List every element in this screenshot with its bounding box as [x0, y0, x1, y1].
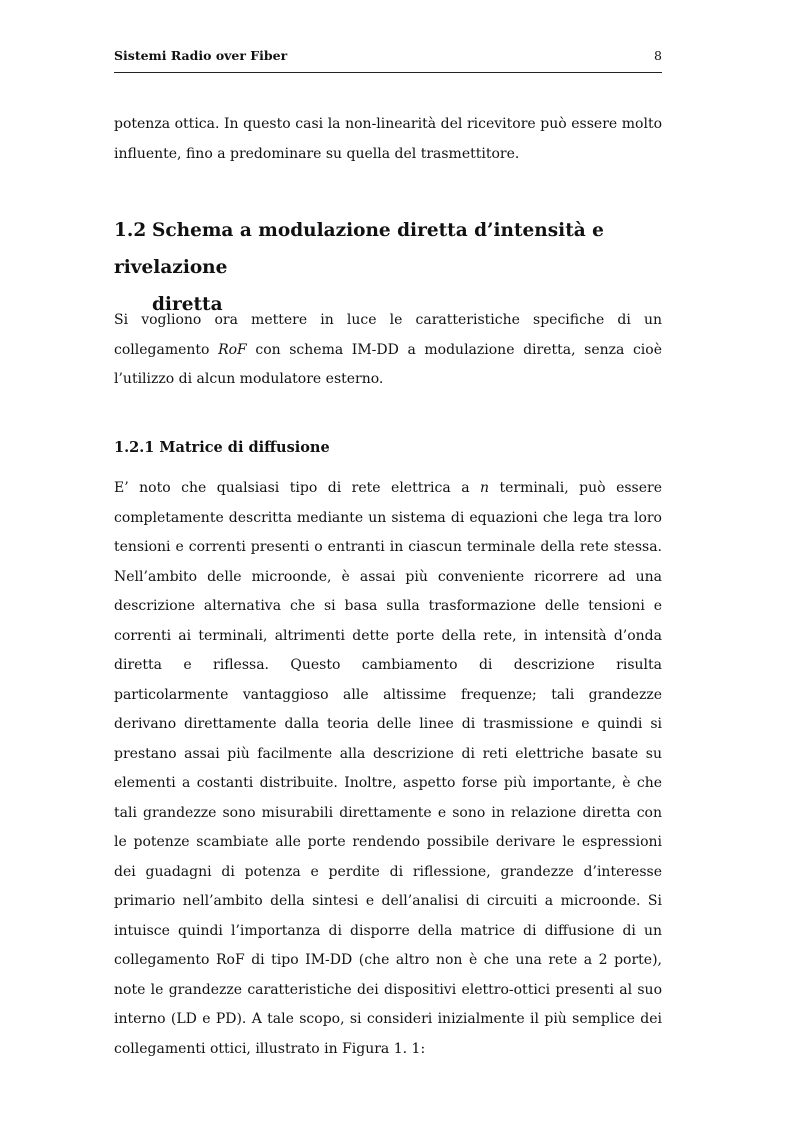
section-paragraph-text-2: con schema IM-DD a modulazione diretta, senza cioè l’utilizzo di alcun modulatore esterno.: [114, 341, 662, 387]
header-title: Sistemi Radio over Fiber: [114, 48, 288, 63]
section-title-line1: Schema a modulazione diretta d’intensità e rivelazione: [114, 220, 604, 278]
page-number: 8: [654, 48, 662, 63]
subsection-heading: 1.2.1 Matrice di diffusione: [114, 439, 330, 456]
subsection-paragraph-text-2: terminali, può essere completamente descritta mediante un sistema di equazioni che lega tra loro tensioni e correnti presenti o entranti in ciascun terminale della rete stessa. Nell’ambito delle microonde, è assai più conveniente ricorrere ad una descrizione alternativa che si basa sulla trasformazione delle tensioni e correnti ai terminali, altrimenti dette porte della rete, in intensità d’onda diretta e riflessa. Questo cambiamento di descrizione risulta particolarmente vantaggioso alle altissime frequenze; tali grandezze derivano direttamente dalla teoria delle linee di trasmissione e quindi si prestano assai più facilmente alla descrizione di reti elettriche basate su elementi a costanti distribuite. Inoltre, aspetto forse più importante, è che tali grandezze sono misurabili direttamente e sono in relazione diretta con le potenze scambiate alle porte rendendo possibile derivare le espressioni dei guadagni di potenza e perdite di riflessione, grandezze d’interesse primario nell’ambito della sintesi e dell’analisi di circuiti a microonde. Si intuisce quindi l’importanza di disporre della matrice di diffusione di un collegamento RoF di tipo IM-DD (che altro non è che una rete a 2 porte), note le grandezze caratteristiche dei dispositivi elettro-ottici presenti al suo interno (LD e PD). A tale scopo, si consideri inizialmente il più semplice dei collegamenti ottici, illustrato in Figura 1. 1:: [114, 480, 662, 1057]
subsection-paragraph-italic: n: [480, 480, 490, 496]
section-paragraph: [114, 306, 662, 395]
intro-paragraph: potenza ottica. In questo casi la non-linearità del ricevitore può essere molto influente, fino a predominare su quella del trasmettitore.: [114, 116, 662, 162]
subsection-paragraph-text-1: E’ noto che qualsiasi tipo di rete elettrica a: [114, 480, 481, 496]
running-header: [114, 48, 662, 73]
section-title-line2: diretta: [152, 294, 223, 315]
section-number: 1.2: [114, 220, 147, 241]
section-paragraph-text-1: Si vogliono ora mettere in luce le caratteristiche specifiche di un collegamento: [114, 312, 662, 358]
subsection-paragraph: [114, 474, 662, 1064]
section-paragraph-italic: RoF: [218, 341, 247, 358]
